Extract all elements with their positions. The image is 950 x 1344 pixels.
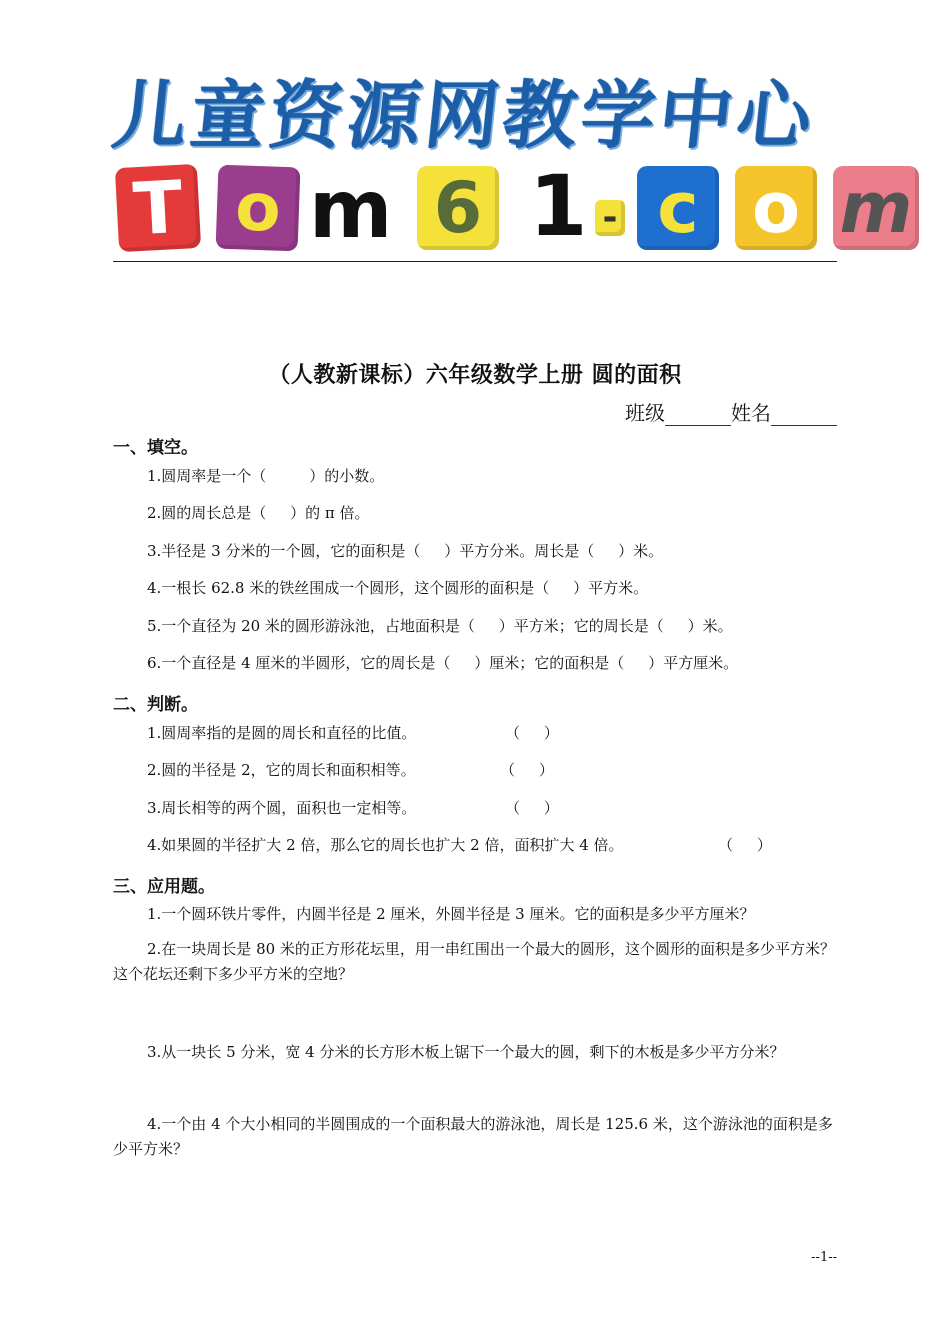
logo-char: 儿	[108, 73, 192, 159]
site-logo-banner	[108, 62, 950, 262]
answer-paren: （ ）	[718, 836, 772, 854]
section-heading-fill-blank: 一、填空。	[113, 438, 198, 458]
logo-char: 资	[264, 73, 348, 159]
section-heading-word-problems: 三、应用题。	[113, 877, 215, 897]
logo-char: 网	[420, 73, 504, 159]
question-item: 1.圆周率是一个（ ）的小数。	[147, 467, 385, 485]
question-item: 2.在一块周长是 80 米的正方形花坛里，用一串红围出一个最大的圆形，这个圆形的面积是多少平方米？这个花坛还剩下多少平方米的空地？	[113, 940, 835, 983]
question-item: 4.一个由 4 个大小相同的半圆围成的一个面积最大的游泳池，周长是 125.6 米，这个游泳池的面积是多少平方米？	[113, 1115, 833, 1158]
page-title: （人教新课标）六年级数学上册 圆的面积	[268, 362, 682, 388]
question-item: 3.周长相等的两个圆，面积也一定相等。	[147, 799, 417, 817]
question-item: 3.从一块长 5 分米，宽 4 分米的长方形木板上锯下一个最大的圆，剩下的木板是多少平方分米？	[147, 1043, 785, 1061]
question-item: 4.一根长 62.8 米的铁丝围成一个圆形，这个圆形的面积是（ ）平方米。	[147, 579, 649, 597]
header-rule	[113, 261, 837, 262]
logo-char: 教	[498, 73, 582, 159]
logo-tile: c	[637, 166, 719, 250]
page-number: --1--	[811, 1250, 837, 1265]
logo-char: 童	[186, 73, 270, 159]
logo-char: 学	[576, 73, 660, 159]
logo-domain-tiles	[117, 157, 950, 258]
name-label: 姓名	[731, 401, 771, 425]
logo-tile: o	[216, 165, 301, 252]
logo-tile: T	[115, 164, 201, 252]
section-heading-true-false: 二、判断。	[113, 695, 198, 715]
answer-paren: （ ）	[505, 799, 559, 817]
logo-letter: m	[309, 163, 393, 256]
logo-char: 中	[654, 73, 738, 159]
question-item: 6.一个直径是 4 厘米的半圆形，它的周长是（ ）厘米；它的面积是（ ）平方厘米。	[147, 654, 739, 672]
class-blank	[665, 405, 731, 426]
logo-tile: 6	[417, 166, 499, 250]
question-item: 1.一个圆环铁片零件，内圆半径是 2 厘米，外圆半径是 3 厘米。它的面积是多少平方厘米？	[147, 905, 755, 923]
question-item: 3.半径是 3 分米的一个圆，它的面积是（ ）平方分米。周长是（ ）米。	[147, 542, 664, 560]
answer-paren: （ ）	[500, 761, 554, 779]
question-item: 4.如果圆的半径扩大 2 倍，那么它的周长也扩大 2 倍，面积扩大 4 倍。	[147, 836, 624, 854]
answer-paren: （ ）	[505, 724, 559, 742]
question-item: 2.圆的周长总是（ ）的 π 倍。	[147, 504, 370, 522]
class-name-line	[625, 397, 837, 426]
logo-char: 源	[342, 73, 426, 159]
logo-tile: -	[595, 200, 625, 236]
logo-char: 心	[732, 73, 816, 159]
logo-tile: o	[735, 166, 817, 250]
logo-letter: 1	[529, 157, 588, 255]
question-item: 1.圆周率指的是圆的周长和直径的比值。	[147, 724, 417, 742]
logo-chinese-title	[108, 68, 950, 164]
class-label: 班级	[625, 401, 665, 425]
question-item: 5.一个直径为 20 米的圆形游泳池，占地面积是（ ）平方米；它的周长是（ ）米。	[147, 617, 733, 635]
name-blank	[771, 405, 837, 426]
question-item: 2.圆的半径是 2，它的周长和面积相等。	[147, 761, 416, 779]
logo-tile: m	[833, 166, 919, 250]
